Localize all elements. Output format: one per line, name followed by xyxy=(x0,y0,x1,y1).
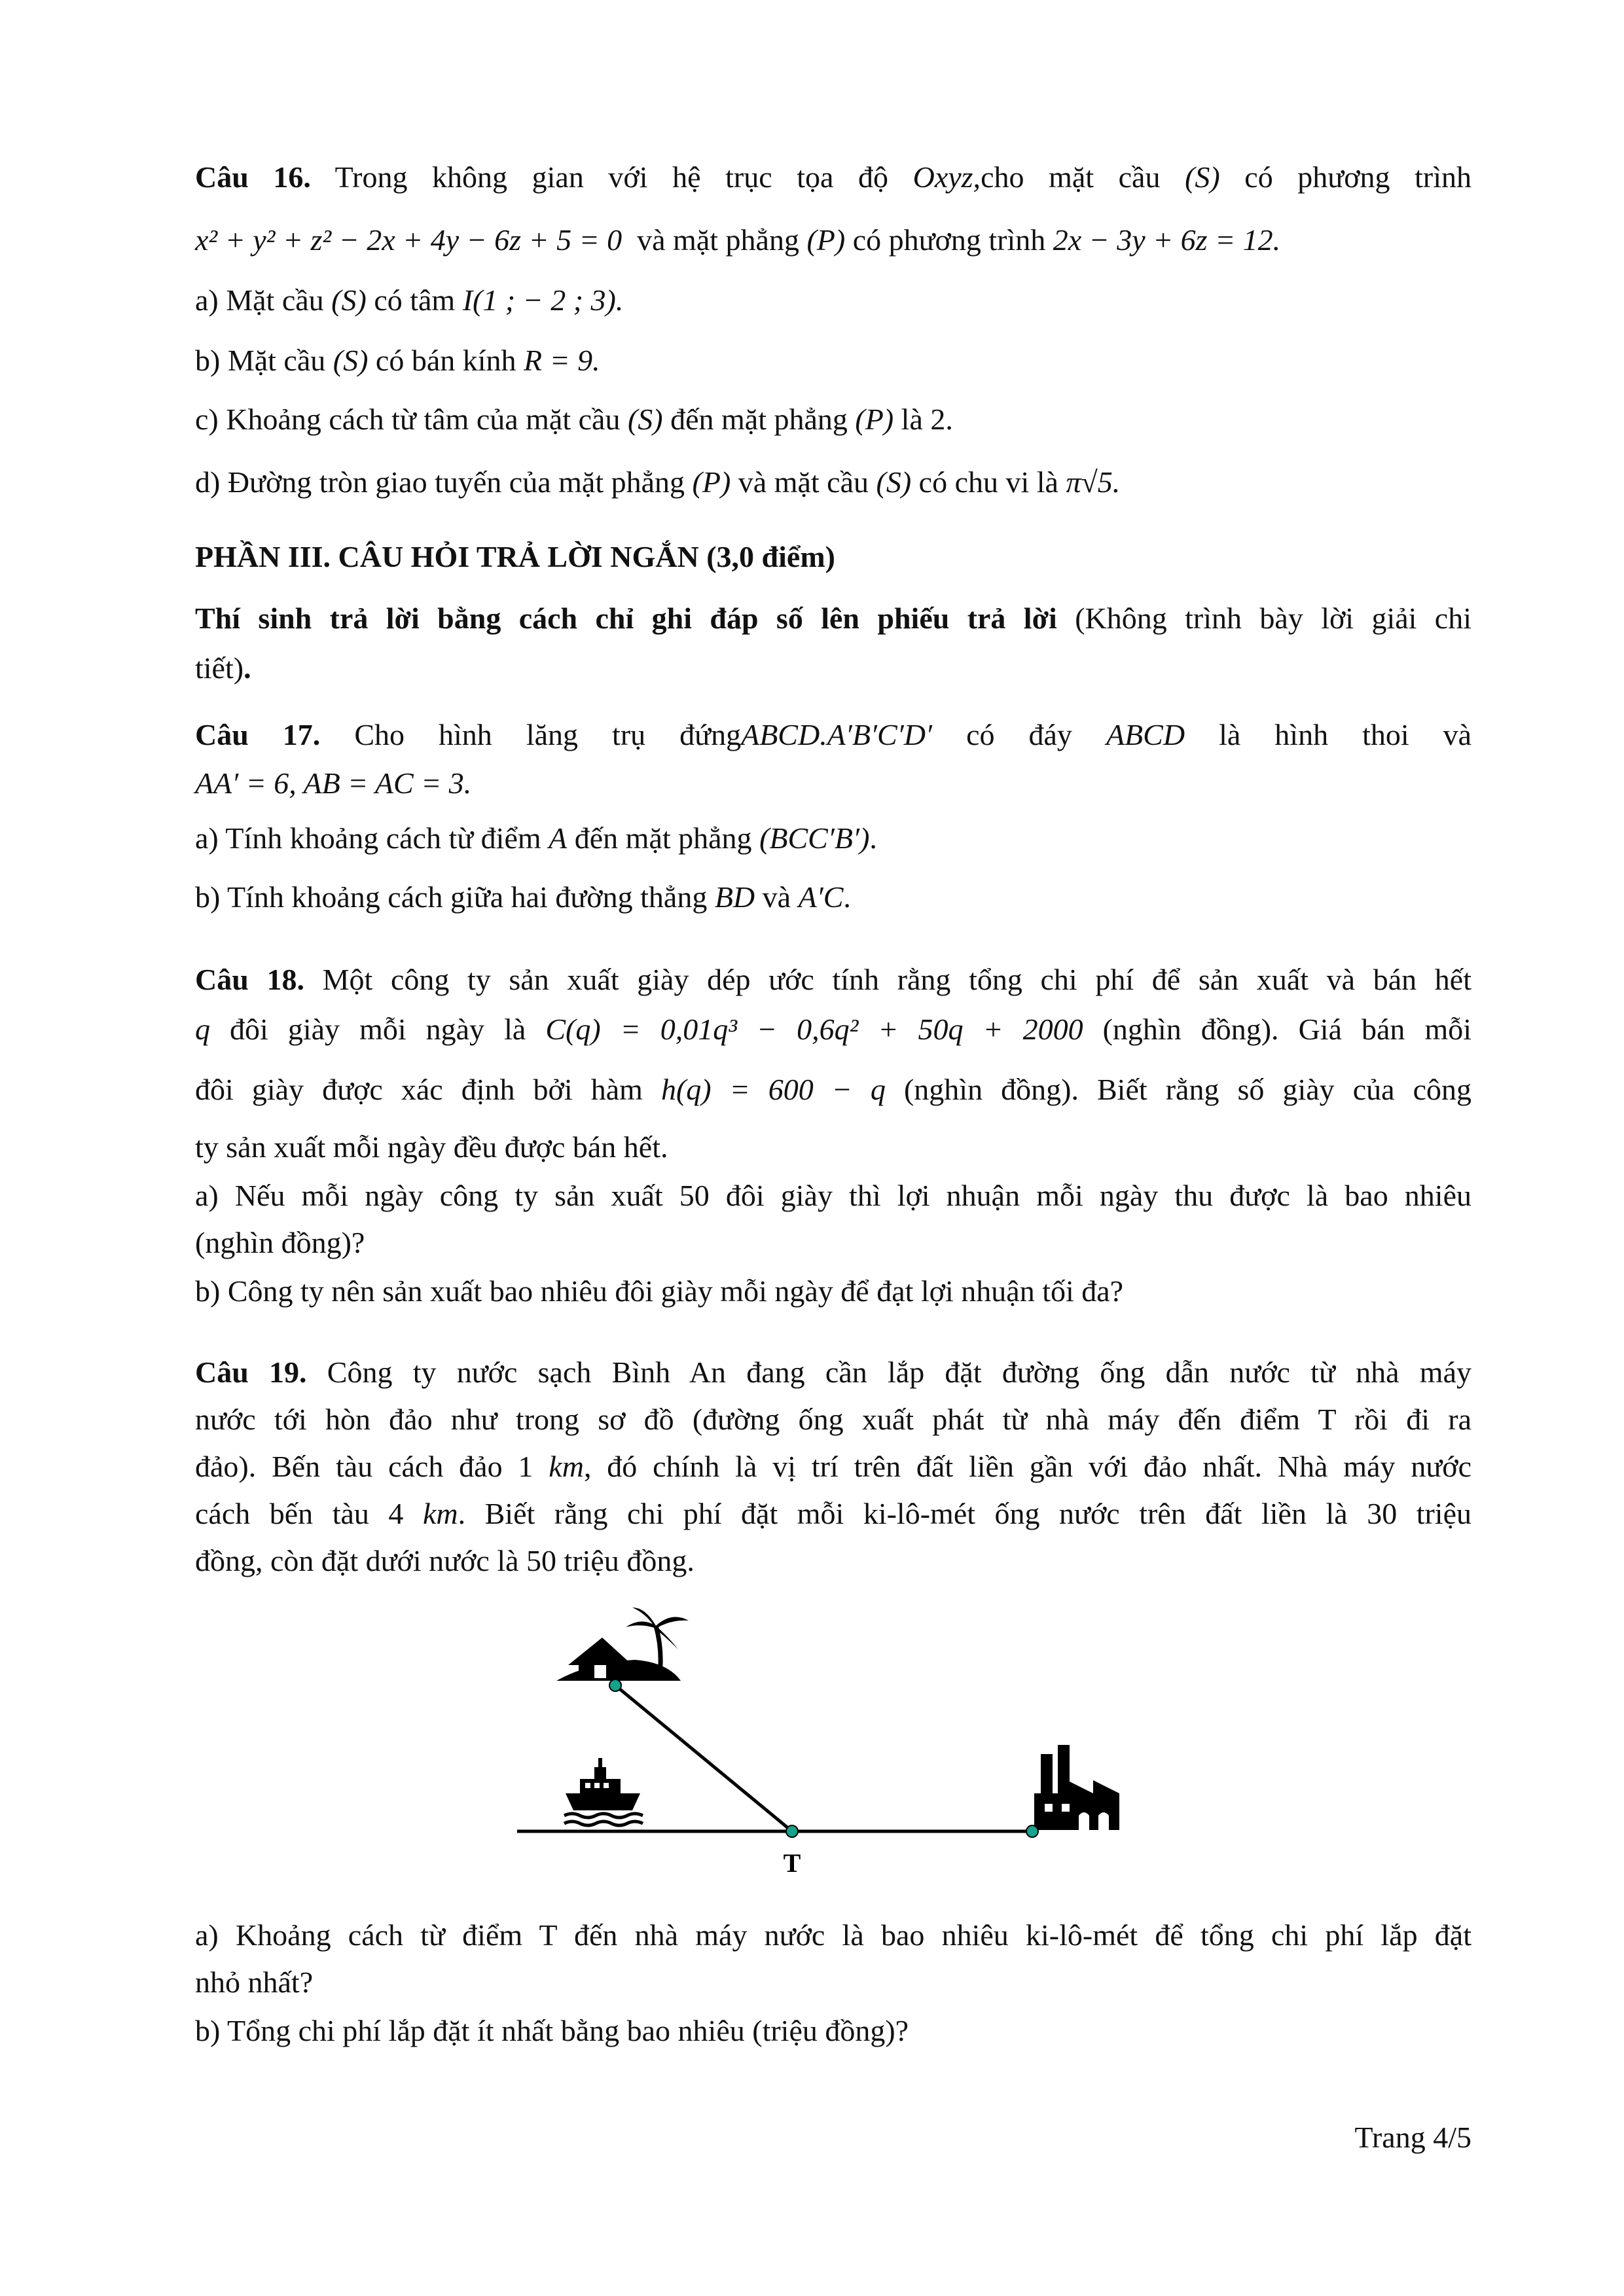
word: và xyxy=(1443,718,1472,751)
dot: . xyxy=(843,880,851,914)
sphere-S: (S) xyxy=(627,403,663,436)
q16-option-b xyxy=(195,340,1471,381)
island-icon xyxy=(556,1607,689,1681)
unit-km: km xyxy=(549,1450,584,1483)
q17-line-2: AA′ = 6, AB = AC = 3. xyxy=(195,766,472,800)
point-T-label: T xyxy=(783,1848,801,1878)
q16-text: có phương trình xyxy=(1244,160,1472,194)
price-function: h(q) = 600 − q xyxy=(660,1073,886,1106)
underwater-pipe xyxy=(615,1685,792,1831)
q19-label: Câu 19. xyxy=(195,1355,307,1389)
q16-oxyz: Oxyz, xyxy=(912,160,981,194)
sphere-S: (S) xyxy=(876,465,912,499)
plane-BCCB: (BCC′B′) xyxy=(759,821,870,855)
option-text: b) Mặt cầu xyxy=(195,344,326,377)
q16-plane-equation: 2x − 3y + 6z = 12. xyxy=(1053,223,1281,257)
point-T xyxy=(786,1825,798,1837)
q16-text: có phương trình xyxy=(852,223,1046,257)
word: đáy xyxy=(1028,718,1072,751)
q17-option-a xyxy=(195,818,1471,859)
radius-value: R = 9. xyxy=(524,344,600,377)
q18-label: Câu 18. xyxy=(195,963,304,996)
word: lăng xyxy=(526,718,579,751)
option-text: a) Tính khoảng cách từ điểm xyxy=(195,821,541,855)
q19-line-4 xyxy=(195,1494,1471,1534)
q18-text: đôi giày được xác định bởi hàm xyxy=(195,1073,643,1106)
circumference-value: π√5. xyxy=(1066,465,1121,499)
instruction-dot: . xyxy=(244,651,251,685)
q16-option-c xyxy=(195,399,1471,440)
option-text: và xyxy=(762,880,791,914)
q16-option-a xyxy=(195,280,1471,321)
center-value: I(1 ; − 2 ; 3). xyxy=(462,283,624,317)
word: hình xyxy=(439,718,492,751)
q18-line-4: ty sản xuất mỗi ngày đều được bán hết. xyxy=(195,1130,668,1164)
ship-icon xyxy=(564,1758,643,1825)
word: có xyxy=(966,718,995,751)
point-A: A xyxy=(549,821,568,855)
q18-line-1 xyxy=(195,960,1471,1000)
island-point xyxy=(609,1679,621,1691)
q19-option-a: a) Khoảng cách từ điểm T đến nhà máy nước là bao nhiêu ki-lô-mét để tổng chi phí lắp đặt xyxy=(195,1918,1471,1952)
prism-name: ABCD.A′B′C′D′ xyxy=(741,718,933,751)
q18-option-a: a) Nếu mỗi ngày công ty sản xuất 50 đôi giày thì lợi nhuận mỗi ngày thu được là bao nhiêu xyxy=(195,1179,1471,1212)
factory-point xyxy=(1026,1825,1038,1837)
part3-instruction xyxy=(195,598,1471,639)
plane-P: (P) xyxy=(692,465,731,499)
q19-text: đảo). Bến tàu cách đảo 1 xyxy=(195,1450,533,1483)
q16-text: và mặt phẳng xyxy=(637,223,799,257)
q16-text: cho mặt cầu xyxy=(981,160,1161,194)
q17-option-b xyxy=(195,877,1471,918)
q19-line-3 xyxy=(195,1446,1471,1487)
q16-plane-P: (P) xyxy=(806,223,846,257)
variable-q: q xyxy=(195,1013,210,1046)
q19-option-a-cont: nhỏ nhất? xyxy=(195,1965,314,1999)
word: thoi xyxy=(1362,718,1409,751)
q18-option-a-cont: (nghìn đồng)? xyxy=(195,1226,365,1259)
option-text: và mặt cầu xyxy=(738,465,869,499)
q16-line-2 xyxy=(195,220,1471,260)
word: Cho xyxy=(354,718,405,751)
q16-sphere-equation: x² + y² + z² − 2x + 4y − 6z + 5 = 0 xyxy=(195,223,623,257)
option-text: a) Mặt cầu xyxy=(195,283,324,317)
q16-line-1 xyxy=(195,157,1471,198)
q18-text: đôi giày mỗi ngày là xyxy=(230,1013,526,1046)
instruction-bold: Thí sinh trả lời bằng cách chỉ ghi đáp số lên phiếu trả lời xyxy=(195,601,1057,635)
option-text: đến mặt phẳng xyxy=(670,403,848,436)
page-number: Trang 4/5 xyxy=(1354,2121,1471,2154)
factory-icon xyxy=(1034,1745,1119,1830)
part3-heading: PHẦN III. CÂU HỎI TRẢ LỜI NGẮN (3,0 điểm) xyxy=(195,540,835,573)
q19-text: , đó chính là vị trí trên đất liền gần với đảo nhất. Nhà máy nước xyxy=(583,1450,1472,1483)
q18-line-3 xyxy=(195,1069,1471,1110)
word: là xyxy=(1219,718,1241,751)
sphere-S: (S) xyxy=(333,344,369,377)
q19-text: Công ty nước sạch Bình An đang cần lắp đặt đường ống dẫn nước từ nhà máy xyxy=(327,1355,1471,1389)
dot: . xyxy=(869,821,877,855)
q17-line-1 xyxy=(195,715,1471,755)
base-name: ABCD xyxy=(1106,718,1185,751)
q16-label: Câu 16. xyxy=(195,160,311,194)
plane-P: (P) xyxy=(855,403,894,436)
q18-text: (nghìn đồng). Biết rằng số giày của công xyxy=(903,1073,1472,1106)
part3-instruction-end xyxy=(195,648,1471,689)
q18-text: Một công ty sản xuất giày dép ước tính rằng tổng chi phí để sản xuất và bán hết xyxy=(322,963,1471,996)
q19-option-b: b) Tổng chi phí lắp đặt ít nhất bằng bao nhiêu (triệu đồng)? xyxy=(195,2014,909,2047)
pipeline-diagram xyxy=(517,1597,1146,1885)
q18-line-2 xyxy=(195,1009,1471,1050)
q19-line-2: nước tới hòn đảo như trong sơ đồ (đường ống xuất phát từ nhà máy đến điểm T rồi đi ra xyxy=(195,1403,1471,1436)
q19-text: . Biết rằng chi phí đặt mỗi ki-lô-mét ống nước trên đất liền là 30 triệu xyxy=(458,1497,1472,1530)
option-text: có bán kính xyxy=(375,344,516,377)
instruction-normal: (Không trình bày lời giải chi xyxy=(1075,601,1472,635)
sphere-S: (S) xyxy=(331,283,367,317)
option-text: là 2. xyxy=(901,403,953,436)
q16-option-d xyxy=(195,462,1471,503)
line-BD: BD xyxy=(714,880,755,914)
cost-function: C(q) = 0,01q³ − 0,6q² + 50q + 2000 xyxy=(545,1013,1083,1046)
q19-text: cách bến tàu 4 xyxy=(195,1497,404,1530)
q19-line-5: đồng, còn đặt dưới nước là 50 triệu đồng. xyxy=(195,1544,695,1577)
option-text: d) Đường tròn giao tuyến của mặt phẳng xyxy=(195,465,685,499)
instruction-end: tiết) xyxy=(195,651,244,685)
option-text: có chu vi là xyxy=(918,465,1058,499)
option-text: đến mặt phẳng xyxy=(574,821,752,855)
q16-sphere-S: (S) xyxy=(1185,160,1220,194)
option-text: c) Khoảng cách từ tâm của mặt cầu xyxy=(195,403,621,436)
line-AC: A′C xyxy=(798,880,844,914)
word: hình xyxy=(1274,718,1329,751)
word: đứng xyxy=(679,718,742,751)
option-text: b) Tính khoảng cách giữa hai đường thẳng xyxy=(195,880,708,914)
q18-text: (nghìn đồng). Giá bán mỗi xyxy=(1102,1013,1472,1046)
word: trụ xyxy=(612,718,646,751)
q16-text: Trong không gian với hệ trục tọa độ xyxy=(334,160,888,194)
unit-km: km xyxy=(422,1497,458,1530)
q19-line-1 xyxy=(195,1352,1471,1393)
q17-label: Câu 17. xyxy=(195,718,321,751)
q18-option-b: b) Công ty nên sản xuất bao nhiêu đôi giày mỗi ngày để đạt lợi nhuận tối đa? xyxy=(195,1274,1124,1308)
option-text: có tâm xyxy=(374,283,456,317)
